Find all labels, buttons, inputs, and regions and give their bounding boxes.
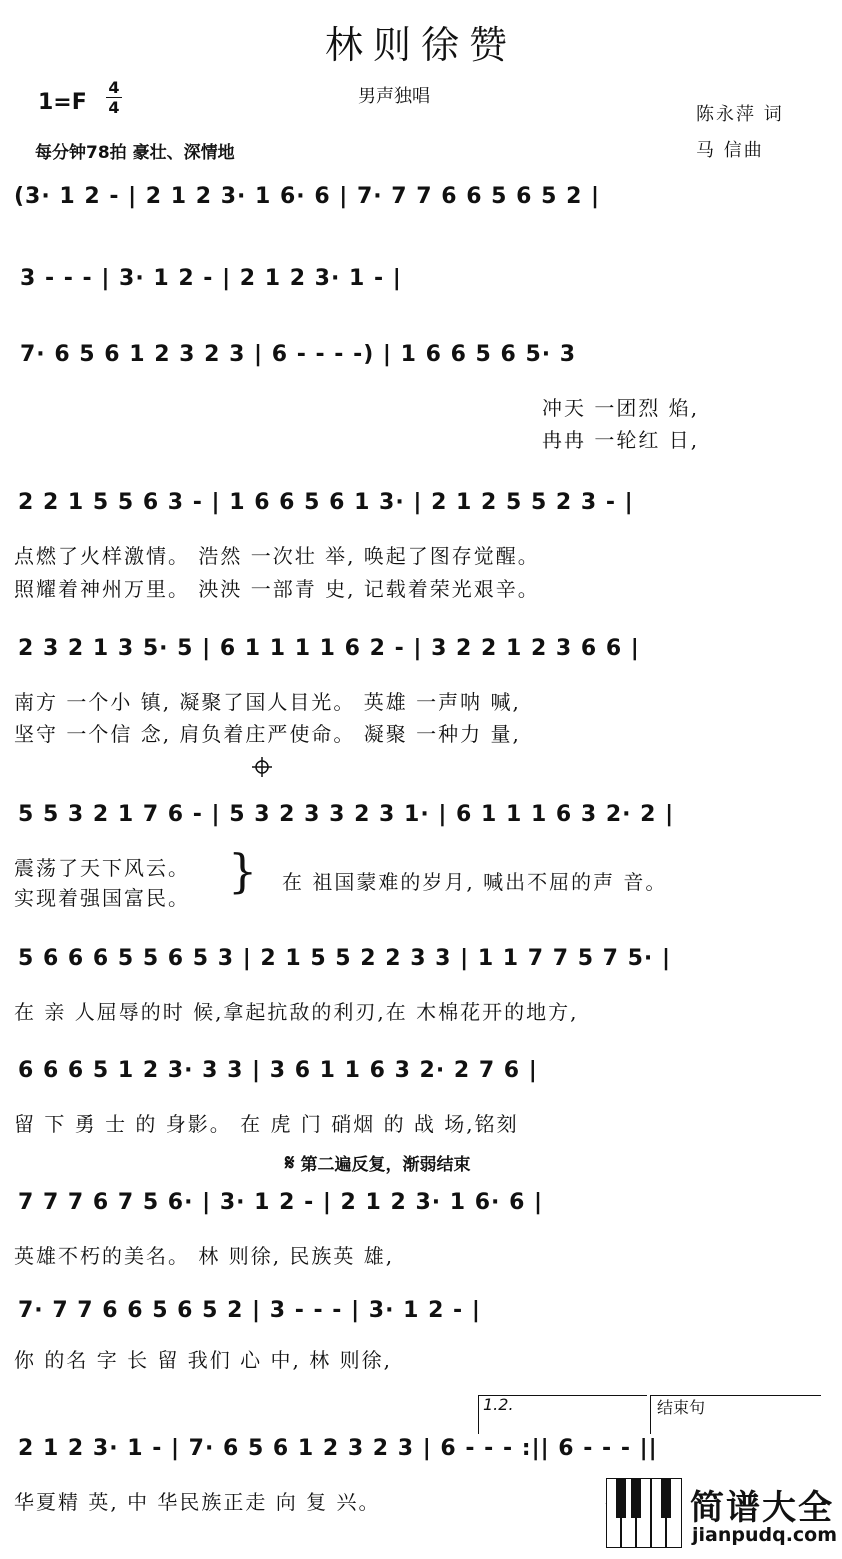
lyric-row-4-verse-2: 照耀着神州万里。 泱泱 一部青 史, 记载着荣光艰辛。 — [14, 577, 540, 601]
time-bottom: 4 — [106, 97, 122, 117]
lyric-row-8: 留 下 勇 士 的 身影。 在 虎 门 硝烟 的 战 场,铭刻 — [14, 1112, 519, 1136]
coda-sign-icon — [252, 757, 272, 777]
score-row-2: 3 - - - | 3· 1 2 - | 2 1 2 3· 1 - | — [20, 266, 402, 291]
score-row-11: 2 1 2 3· 1 - | 7· 6 5 6 1 2 3 2 3 | 6 - - - :|| 6 - - - || — [18, 1436, 658, 1461]
lyric-row-9: 英雄不朽的美名。 林 则徐, 民族英 雄, — [14, 1244, 395, 1268]
key-signature: 1=F — [38, 90, 87, 115]
score-row-1: (3· 1 2 - | 2 1 2 3· 1 6· 6 | 7· 7 7 6 6 5 6 5 2 | — [14, 184, 601, 209]
piano-keys-icon — [606, 1478, 682, 1548]
page-title: 林则徐赞 — [324, 23, 517, 67]
score-row-5: 2 3 2 1 3 5· 5 | 6 1 1 1 1 6 2 - | 3 2 2 1 2 3 6 6 | — [18, 636, 640, 661]
verse-brace: } — [228, 844, 258, 898]
lyric-row-5-verse-2: 坚守 一个信 念, 肩负着庄严使命。 凝聚 一种力 量, — [14, 722, 521, 746]
volta-first-ending — [478, 1395, 647, 1434]
score-row-6: 5 5 3 2 1 7 6 - | 5 3 2 3 3 2 3 1· | 6 1 1 1 6 3 2· 2 | — [18, 802, 675, 827]
time-top: 4 — [108, 78, 120, 97]
subtitle: 男声独唱 — [358, 86, 430, 107]
volta-final-label: 结束句 — [657, 1398, 706, 1417]
lyric-row-3-verse-1: 冲天 一团烈 焰, — [542, 396, 700, 420]
time-signature — [106, 78, 122, 117]
volta-first-label: 1.2. — [483, 1395, 514, 1414]
score-row-8: 6 6 6 5 1 2 3· 3 3 | 3 6 1 1 6 3 2· 2 7 6 | — [18, 1058, 538, 1083]
score-row-9: 7 7 7 6 7 5 6· | 3· 1 2 - | 2 1 2 3· 1 6· 6 | — [18, 1190, 544, 1215]
segno-text: 第二遍反复，渐弱结束 — [300, 1155, 471, 1175]
tempo-marking: 每分钟78拍 豪壮、深情地 — [35, 143, 235, 163]
lyric-row-6-shared: 在 祖国蒙难的岁月, 喊出不屈的声 音。 — [282, 870, 668, 894]
score-row-3: 7· 6 5 6 1 2 3 2 3 | 6 - - - -) | 1 6 6 5 6 5· 3 — [20, 342, 577, 367]
score-row-7: 5 6 6 6 5 5 6 5 3 | 2 1 5 5 2 2 3 3 | 1 1 7 7 5 7 5· | — [18, 946, 671, 971]
composer: 马 信曲 — [696, 140, 764, 161]
segno-marking — [285, 1150, 470, 1176]
score-row-10: 7· 7 7 6 6 5 6 5 2 | 3 - - - | 3· 1 2 - | — [18, 1298, 481, 1323]
lyric-row-11: 华夏精 英, 中 华民族正走 向 复 兴。 — [14, 1490, 381, 1514]
site-logo — [598, 1470, 838, 1556]
lyric-row-3-verse-2: 冉冉 一轮红 日, — [542, 428, 700, 452]
lyric-row-6-verse-2: 实现着强国富民。 — [14, 886, 190, 910]
score-row-4: 2 2 1 5 5 6 3 - | 1 6 6 5 6 1 3· | 2 1 2 5 5 2 3 - | — [18, 490, 634, 515]
lyric-row-4-verse-1: 点燃了火样激情。 浩然 一次壮 举, 唤起了图存觉醒。 — [14, 544, 540, 568]
volta-final-ending — [650, 1395, 821, 1434]
segno-icon: 𝄋 — [285, 1151, 295, 1176]
lyric-row-5-verse-1: 南方 一个小 镇, 凝聚了国人目光。 英雄 一声呐 喊, — [14, 690, 521, 714]
lyric-row-7: 在 亲 人屈辱的时 候,拿起抗敌的利刃,在 木棉花开的地方, — [14, 1000, 579, 1024]
lyric-row-10: 你 的名 字 长 留 我们 心 中, 林 则徐, — [14, 1348, 392, 1372]
logo-name: 简谱大全 — [690, 1488, 834, 1528]
lyric-row-6-verse-1: 震荡了天下风云。 — [14, 856, 190, 880]
lyricist: 陈永萍 词 — [696, 104, 784, 125]
logo-url: jianpudq.com — [692, 1524, 838, 1546]
